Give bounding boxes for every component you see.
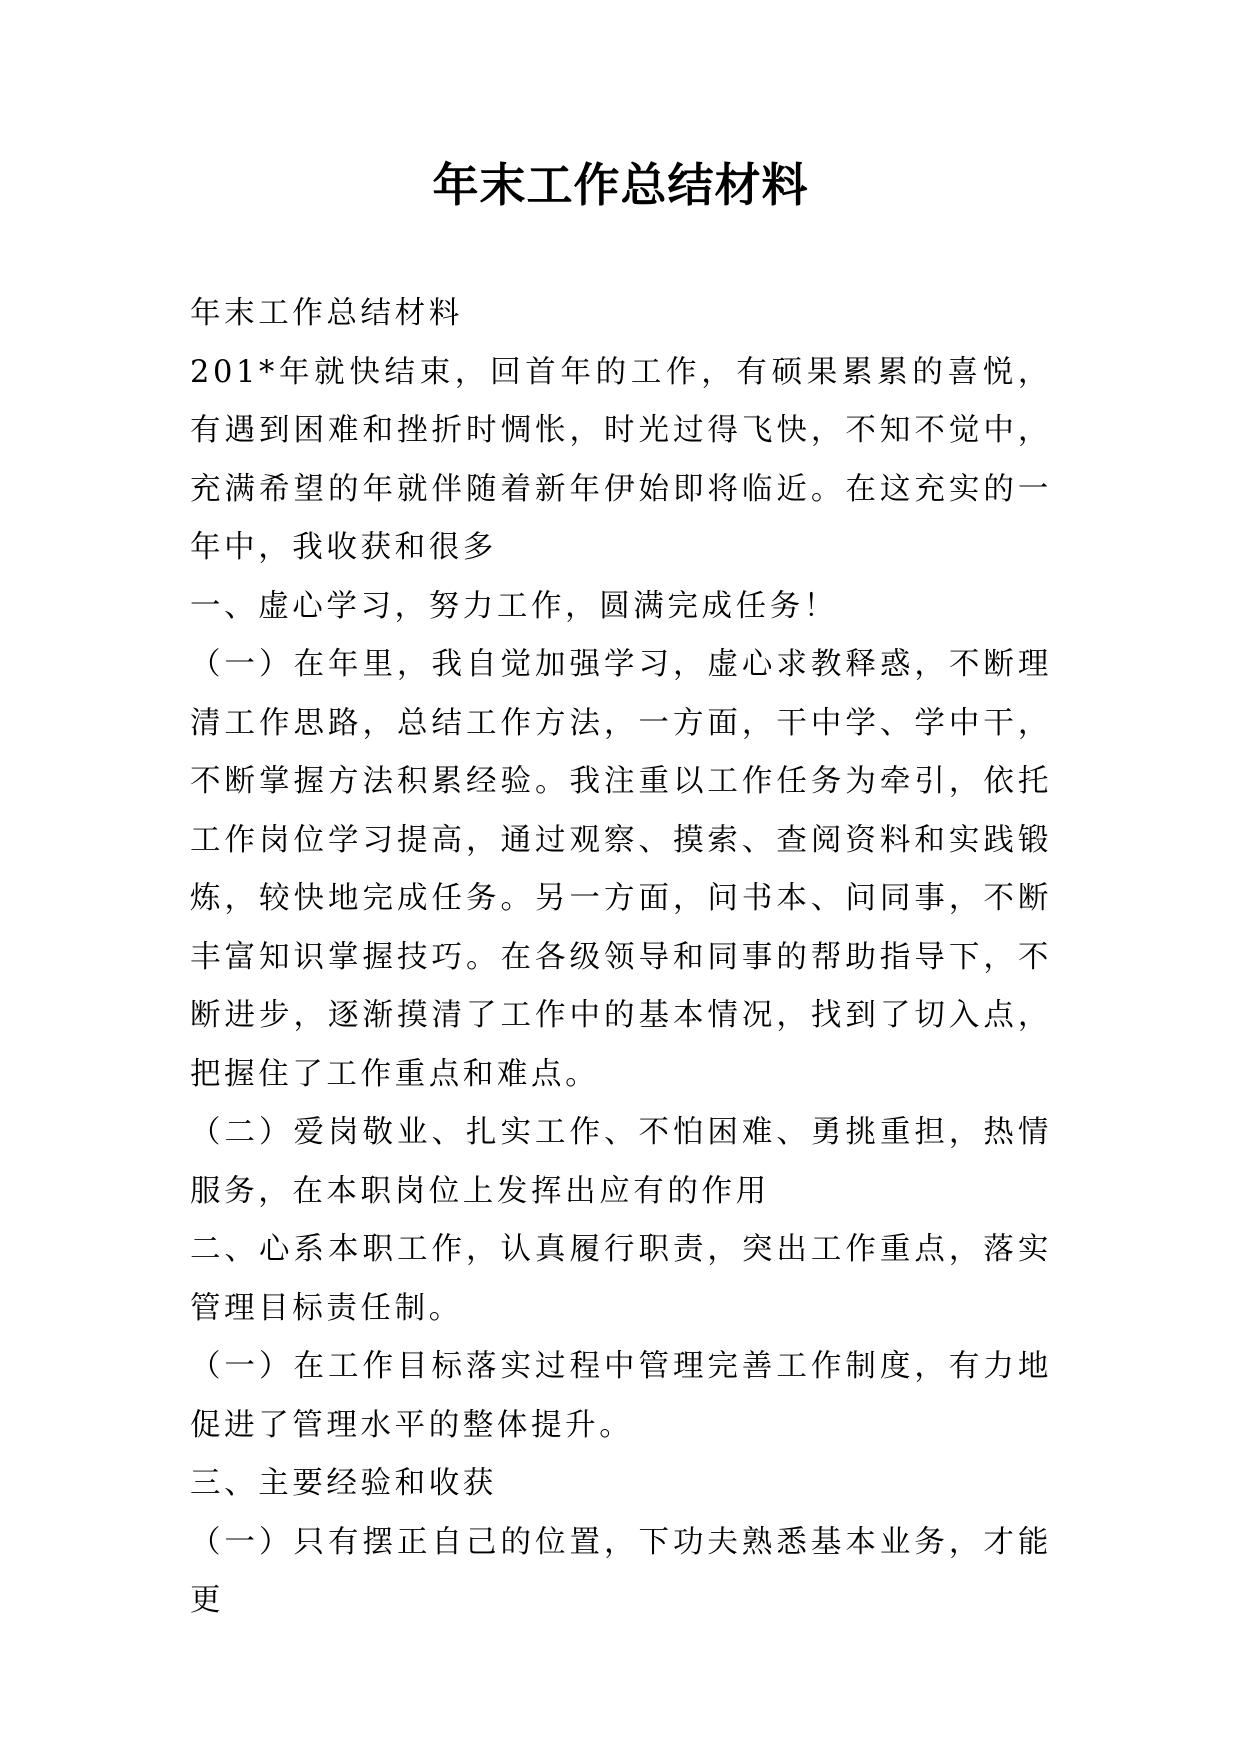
document-body [190, 285, 1052, 1631]
paragraph-1-2: （二）爱岗敬业、扎实工作、不怕困难、勇挑重担，热情服务，在本职岗位上发挥出应有的作用 [190, 1115, 1052, 1209]
paragraph-intro: 201*年就快结束，回首年的工作，有硕果累累的喜悦，有遇到困难和挫折时惆怅，时光过得飞快，不知不觉中，充满希望的年就伴随着新年伊始即将临近。在这充实的一年中，我收获和很多 [190, 354, 1052, 565]
section-heading-3: 三、主要经验和收获 [190, 1466, 497, 1501]
document-title: 年末工作总结材料 [432, 158, 809, 212]
paragraph-3-1: （一）只有摆正自己的位置，下功夫熟悉基本业务，才能更 [190, 1524, 1052, 1618]
section-heading-2: 二、心系本职工作，认真履行职责，突出工作重点，落实管理目标责任制。 [190, 1232, 1052, 1326]
paragraph-subtitle: 年末工作总结材料 [190, 296, 463, 331]
section-heading-1: 一、虚心学习，努力工作，圆满完成任务！ [190, 588, 838, 624]
paragraph-1-1: （一）在年里，我自觉加强学习，虚心求教释惑，不断理清工作思路，总结工作方法，一方面，干中学、学中干，不断掌握方法积累经验。我注重以工作任务为牵引，依托工作岗位学习提高，通过观察、摸索、查阅资料和实践锻炼，较快地完成任务。另一方面，问书本、问同事，不断丰富知识掌握技巧。在各级领导和同事的帮助指导下，不断进步，逐渐摸清了工作中的基本情况，找到了切入点，把握住了工作重点和难点。 [190, 647, 1052, 1092]
paragraph-2-1: （一）在工作目标落实过程中管理完善工作制度，有力地促进了管理水平的整体提升。 [190, 1349, 1052, 1443]
